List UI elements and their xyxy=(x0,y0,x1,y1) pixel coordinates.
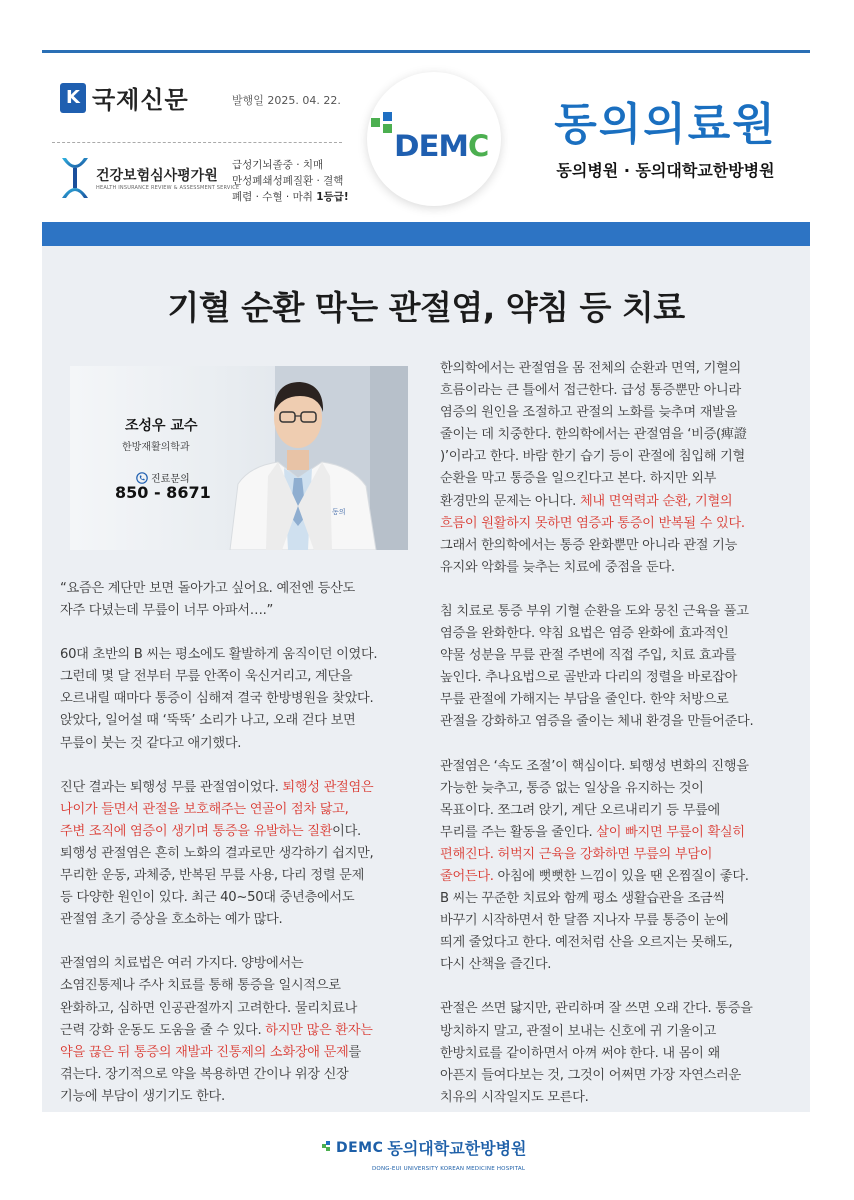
highlight-text: 주변 조직에 염증이 생기며 통증을 유발하는 질환 xyxy=(60,823,333,839)
article-line xyxy=(60,644,377,666)
article-line xyxy=(60,953,377,975)
body-text: 다시 산책을 즐긴다. xyxy=(440,957,552,973)
article-line xyxy=(60,666,377,688)
paragraph-gap xyxy=(440,734,753,756)
article-line xyxy=(440,998,753,1020)
article-line xyxy=(440,557,753,579)
body-text: 높인다. 추나요법으로 골반과 다리의 정렬을 바로잡아 xyxy=(440,670,738,686)
body-text: 관절을 강화하고 염증을 줄이는 체내 환경을 만들어준다. xyxy=(440,714,754,730)
footer-logo xyxy=(322,1136,527,1159)
svg-text:C: C xyxy=(468,129,490,163)
body-text: 목표이다. 쪼그려 앉기, 계단 오르내리기 등 무릎에 xyxy=(440,802,720,818)
body-text: 한방치료를 같이하면서 아껴 써야 한다. 내 몸이 왜 xyxy=(440,1045,720,1061)
article-line xyxy=(60,1042,377,1064)
article-line xyxy=(440,910,753,932)
body-text: 관절염의 치료법은 여러 가지다. 양방에서는 xyxy=(60,956,304,972)
body-text: 염증을 완화한다. 약침 요법은 염증 완화에 효과적인 xyxy=(440,626,729,642)
highlight-text: 퇴행성 관절염은 xyxy=(282,779,374,795)
article-line xyxy=(440,1065,753,1087)
body-text: 치유의 시작일지도 모른다. xyxy=(440,1089,589,1105)
article-line xyxy=(440,844,753,866)
article-line xyxy=(440,822,753,844)
article-line xyxy=(60,600,377,622)
article-line xyxy=(60,821,377,843)
article-line xyxy=(60,1086,377,1108)
body-text: 침 치료로 통증 부위 기혈 순환을 도와 뭉친 근육을 풀고 xyxy=(440,603,749,619)
hira-english-name: HEALTH INSURANCE REVIEW & ASSESSMENT SERVICE xyxy=(96,185,240,191)
article-line xyxy=(440,468,753,490)
doctor-name: 조성우 교수 xyxy=(125,418,198,434)
svg-text:DEM: DEM xyxy=(394,129,468,163)
body-text: 60대 초반의 B 씨는 평소에도 활발하게 움직이던 이였다. xyxy=(60,647,378,663)
article-line xyxy=(440,601,753,623)
article-line xyxy=(440,424,753,446)
article-line xyxy=(440,513,753,535)
header-band xyxy=(42,222,810,246)
body-text: 소염진통제나 주사 치료를 통해 통증을 일시적으로 xyxy=(60,978,341,994)
article-line xyxy=(440,1043,753,1065)
body-text: 아침에 뻣뻣한 느낌이 있을 땐 온찜질이 좋다. xyxy=(493,868,749,884)
article-line xyxy=(60,1020,377,1042)
paragraph-gap xyxy=(60,931,377,953)
article-line xyxy=(60,688,377,710)
body-text: 그래서 한의학에서는 통증 완화뿐만 아니라 관절 기능 xyxy=(440,537,738,553)
body-text: 가능한 늦추고, 통증 없는 일상을 유지하는 것이 xyxy=(440,780,704,796)
article-line xyxy=(440,1021,753,1043)
article-line xyxy=(60,1064,377,1086)
body-text: 유지와 악화를 늦추는 치료에 중점을 둔다. xyxy=(440,559,675,575)
body-text: 한의학에서는 관절염을 몸 전체의 순환과 면역, 기혈의 xyxy=(440,361,741,376)
body-text: 무릎 관절에 가해지는 부담을 줄인다. 한약 처방으로 xyxy=(440,692,729,708)
article-line xyxy=(60,733,377,755)
article-line xyxy=(440,756,753,778)
article-line xyxy=(60,799,377,821)
article-left-column xyxy=(60,578,377,1108)
highlight-text: 흐름이 원활하지 못하면 염증과 통증이 반복될 수 있다. xyxy=(440,515,745,531)
article-line xyxy=(60,777,377,799)
newspaper-name: 국제신문 xyxy=(92,86,189,114)
footer-hospital-name: 동의대학교한방병원 xyxy=(387,1139,527,1158)
body-text: 환경만의 문제는 아니다. xyxy=(440,493,580,509)
grade-line-2: 만성폐쇄성폐질환 · 결핵 xyxy=(232,175,344,187)
body-text: 아픈지 들여다보는 것, 그것이 어쩌면 가장 자연스러운 xyxy=(440,1067,741,1083)
article-line xyxy=(60,998,377,1020)
phone-number: 850 - 8671 xyxy=(115,483,211,502)
body-text: 기능에 부담이 생기기도 한다. xyxy=(60,1088,225,1104)
article-line xyxy=(440,402,753,424)
body-text: 자주 다녔는데 무릎이 너무 아파서….” xyxy=(60,603,274,619)
body-text: 오르내릴 때마다 통증이 심해져 결국 한방병원을 찾았다. xyxy=(60,691,374,707)
top-rule xyxy=(42,50,810,53)
body-text: 띄게 줄었다고 한다. 예전처럼 산을 오르지는 못해도, xyxy=(440,935,733,951)
grade-badge: 1등급! xyxy=(316,191,349,203)
hira-x-icon xyxy=(60,156,90,200)
body-text: 약물 성분을 무릎 관절 주변에 직접 주입, 치료 효과를 xyxy=(440,648,737,664)
article-line xyxy=(440,689,753,711)
body-text: “요즘은 계단만 보면 돌아가고 싶어요. 예전엔 등산도 xyxy=(60,581,355,596)
paragraph-gap xyxy=(60,755,377,777)
paragraph-gap xyxy=(440,976,753,998)
highlight-text: 살이 빠지면 무릎이 확실히 xyxy=(596,824,745,840)
highlight-text: 줄어든다. xyxy=(440,868,494,884)
hira-name: 건강보험심사평가원 xyxy=(96,168,218,184)
body-text: 관절은 쓰면 닳지만, 관리하며 잘 쓰면 오래 간다. 통증을 xyxy=(440,1001,753,1017)
article-line xyxy=(60,975,377,997)
grade-line-1: 급성기뇌졸중 · 치매 xyxy=(232,159,324,171)
body-text: 무릎이 붓는 것 같다고 애기했다. xyxy=(60,735,242,751)
body-text: 무리한 운동, 과체중, 반복된 무릎 사용, 다리 정렬 문제 xyxy=(60,868,365,884)
article-line xyxy=(440,711,753,733)
body-text: )’이라고 한다. 바람 한기 습기 등이 관절에 침입해 기혈 xyxy=(440,449,745,465)
highlight-text: 체내 면역력과 순환, 기혈의 xyxy=(579,493,733,509)
article-line xyxy=(440,667,753,689)
article-line xyxy=(440,800,753,822)
article-line xyxy=(60,843,377,865)
article-line xyxy=(60,865,377,887)
footer-english-name: DONG-EUI UNIVERSITY KOREAN MEDICINE HOSPITAL xyxy=(372,1166,526,1172)
highlight-text: 하지만 많은 환자는 xyxy=(265,1022,373,1038)
body-text: 관절염은 ‘속도 조절’이 핵심이다. 퇴행성 변화의 진행을 xyxy=(440,758,749,774)
body-text: 겪는다. 장기적으로 약을 복용하면 간이나 위장 신장 xyxy=(60,1066,349,1082)
highlight-text: 약을 끊은 뒤 통증의 재발과 진통제의 소화장애 문제 xyxy=(60,1044,349,1060)
footer-demc-mark-icon xyxy=(322,1139,336,1157)
body-text: 그런데 몇 달 전부터 무릎 안쪽이 욱신거리고, 계단을 xyxy=(60,669,353,685)
phone-label: 진료문의 xyxy=(136,470,190,485)
grade-line-3: 폐렴 · 수혈 · 마취 1등급! xyxy=(232,191,349,203)
phone-icon xyxy=(136,472,148,484)
hospital-subtitle: 동의병원 · 동의대학교한방병원 xyxy=(556,161,775,180)
body-text: 방치하지 말고, 관절이 보내는 신호에 귀 기울이고 xyxy=(440,1023,717,1039)
article-headline: 기혈 순환 막는 관절염, 약침 등 치료 xyxy=(167,288,685,327)
paragraph-gap xyxy=(60,622,377,644)
body-text: 앉았다, 일어설 때 ‘뚝뚝’ 소리가 나고, 오래 걷다 보면 xyxy=(60,713,356,729)
body-text: 를 xyxy=(348,1044,361,1060)
article-line xyxy=(440,778,753,800)
article-line xyxy=(440,446,753,468)
article-line xyxy=(440,866,753,888)
article-line xyxy=(60,909,377,931)
article-line xyxy=(440,380,753,402)
highlight-text: 편해진다. 허벅지 근육을 강화하면 무릎의 부담이 xyxy=(440,846,713,862)
article-line xyxy=(60,578,377,600)
demc-circle-logo xyxy=(367,72,501,206)
body-text: 흐름이라는 큰 틀에서 접근한다. 급성 통증뿐만 아니라 xyxy=(440,383,741,399)
grade-list xyxy=(232,157,349,205)
demc-logo-icon xyxy=(367,72,501,206)
footer-demc: DEMC xyxy=(336,1139,384,1156)
header-divider xyxy=(52,142,342,143)
article-line xyxy=(60,887,377,909)
body-text: 이다. xyxy=(332,823,361,839)
article-line xyxy=(440,535,753,557)
article-line xyxy=(440,491,753,513)
article-line xyxy=(440,623,753,645)
newspaper-k-icon: K xyxy=(60,83,86,113)
article-line xyxy=(440,932,753,954)
body-text: 완화하고, 심하면 인공관절까지 고려한다. 물리치료나 xyxy=(60,1000,358,1016)
coat-text: 동의 xyxy=(332,508,346,516)
doctor-department: 한방재활의학과 xyxy=(122,442,190,453)
article-line xyxy=(440,645,753,667)
publish-date: 발행일 2025. 04. 22. xyxy=(232,94,341,107)
article-line xyxy=(440,954,753,976)
article-line xyxy=(60,710,377,732)
article-line xyxy=(440,358,753,380)
highlight-text: 나이가 들면서 관절을 보호해주는 연골이 점차 닳고, xyxy=(60,801,349,817)
paragraph-gap xyxy=(440,579,753,601)
body-text: 퇴행성 관절염은 흔히 노화의 결과로만 생각하기 쉽지만, xyxy=(60,845,374,861)
body-text: 바꾸기 시작하면서 한 달쯤 지나자 무릎 통증이 눈에 xyxy=(440,913,729,929)
body-text: B 씨는 꾸준한 치료와 함께 평소 생활습관을 조금씩 xyxy=(440,891,725,907)
body-text: 줄이는 데 치중한다. 한의학에서는 관절염을 ‘비증(痺證 xyxy=(440,427,747,443)
newspaper-logo xyxy=(60,80,189,115)
body-text: 등 다양한 원인이 있다. 최근 40~50대 중년층에서도 xyxy=(60,890,355,906)
hira-logo xyxy=(60,156,239,200)
body-text: 무리를 주는 활동을 줄인다. xyxy=(440,824,597,840)
doctor-photo-card xyxy=(70,366,408,550)
hospital-title: 동의의료원 xyxy=(554,99,777,150)
article-line xyxy=(440,888,753,910)
body-text: 관절염 초기 증상을 호소하는 예가 많다. xyxy=(60,912,283,928)
body-text: 순환을 막고 통증을 일으킨다고 본다. 하지만 외부 xyxy=(440,471,717,487)
doctor-portrait-image xyxy=(70,366,408,550)
body-text: 염증의 원인을 조절하고 관절의 노화를 늦추며 재발을 xyxy=(440,405,738,421)
body-text: 진단 결과는 퇴행성 무릎 관절염이었다. xyxy=(60,779,283,795)
article-right-column xyxy=(440,358,753,1109)
article-line xyxy=(440,1087,753,1109)
body-text: 근력 강화 운동도 도움을 줄 수 있다. xyxy=(60,1022,266,1038)
